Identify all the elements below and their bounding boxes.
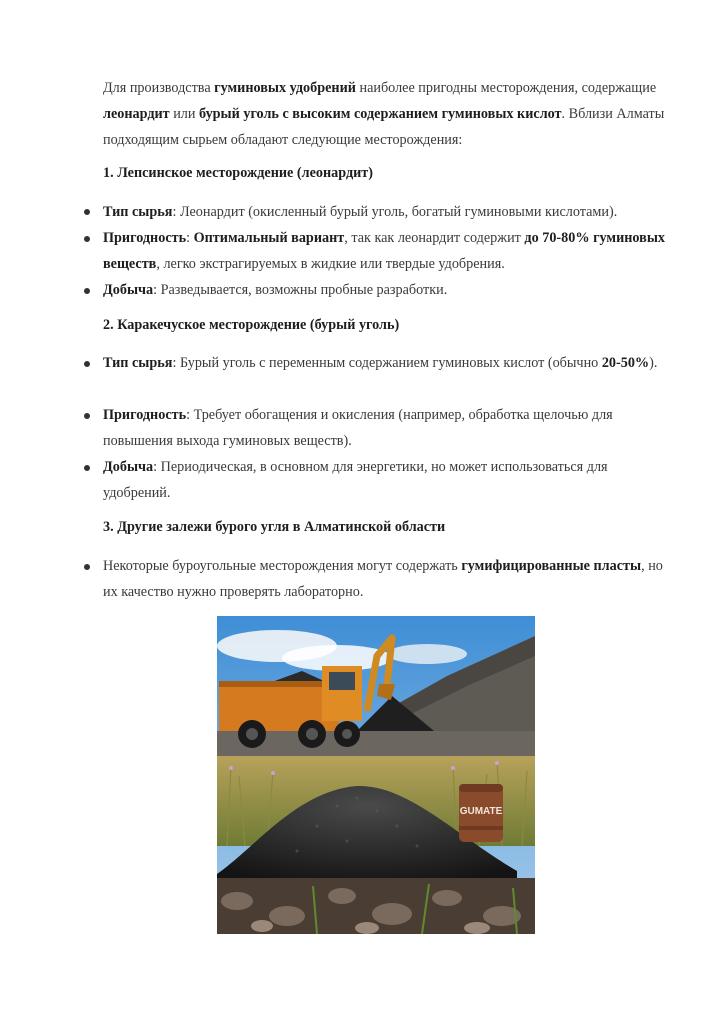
bullet-icon [84, 564, 90, 570]
item-text: , так как леонардит содержит [344, 230, 525, 246]
item-text: , легко экстрагируемых в жидкие или твердые удобрения. [156, 256, 505, 272]
item-bold: 20-50% [601, 355, 650, 371]
section-heading: 1. Лепсинское месторождение (леонардит) [103, 165, 373, 181]
bullet-icon [84, 465, 90, 471]
item-label: Пригодность [103, 230, 187, 246]
list-item [103, 277, 673, 303]
list-item [103, 553, 673, 605]
item-label: Пригодность [103, 407, 187, 423]
item-bold: гумифицированные пласты [461, 558, 642, 574]
bullet-icon [84, 413, 90, 419]
intro-text: . Вблизи Алматы подходящим сырьем обладают следующие месторождения: [103, 106, 665, 148]
list-item [103, 402, 673, 454]
bullet-icon [84, 209, 90, 215]
item-text: ). [649, 355, 658, 371]
bullet-icon [84, 236, 90, 242]
intro-text: или [169, 106, 200, 122]
bullet-icon [84, 288, 90, 294]
intro-bold: бурый уголь с высоким содержанием гуминовых кислот [199, 106, 562, 122]
item-text: : Разведывается, возможны пробные разработки. [153, 282, 448, 298]
list-item [103, 225, 673, 277]
list-item [103, 454, 673, 506]
intro-bold: гуминовых удобрений [214, 80, 356, 96]
item-text: , но их качество нужно проверять лабораторно. [103, 558, 663, 600]
section-heading: 2. Каракечуское месторождение (бурый уголь) [103, 317, 400, 333]
bullet-icon [84, 361, 90, 367]
list-item [103, 199, 673, 225]
item-text: : Бурый уголь с переменным содержанием гуминовых кислот (обычно [172, 355, 602, 371]
intro-paragraph [103, 75, 683, 153]
item-label: Тип сырья [103, 204, 173, 220]
intro-bold: леонардит [103, 106, 170, 122]
list-item [103, 350, 673, 376]
item-text: : Требует обогащения и окисления (например, обработка щелочью для повышения выхода гуминовых веществ). [103, 407, 613, 449]
item-label: Добыча [103, 282, 154, 298]
intro-text: Для производства [103, 80, 215, 96]
item-text: : Периодическая, в основном для энергетики, но может использоваться для удобрений. [103, 459, 608, 501]
item-bold: Оптимальный вариант [193, 230, 345, 246]
item-text: Некоторые буроугольные месторождения могут содержать [103, 558, 462, 574]
item-bold: до 70-80% гуминовых веществ [103, 230, 666, 272]
item-label: Добыча [103, 459, 154, 475]
barrel-label: GUMATE [459, 806, 503, 817]
mining-photo [217, 616, 535, 934]
item-text: : [186, 230, 194, 246]
item-text: : Леонардит (окисленный бурый уголь, богатый гуминовыми кислотами). [172, 204, 618, 220]
intro-text: наиболее пригодны месторождения, содержащие [355, 80, 657, 96]
item-label: Тип сырья [103, 355, 173, 371]
section-heading: 3. Другие залежи бурого угля в Алматинской области [103, 519, 446, 535]
